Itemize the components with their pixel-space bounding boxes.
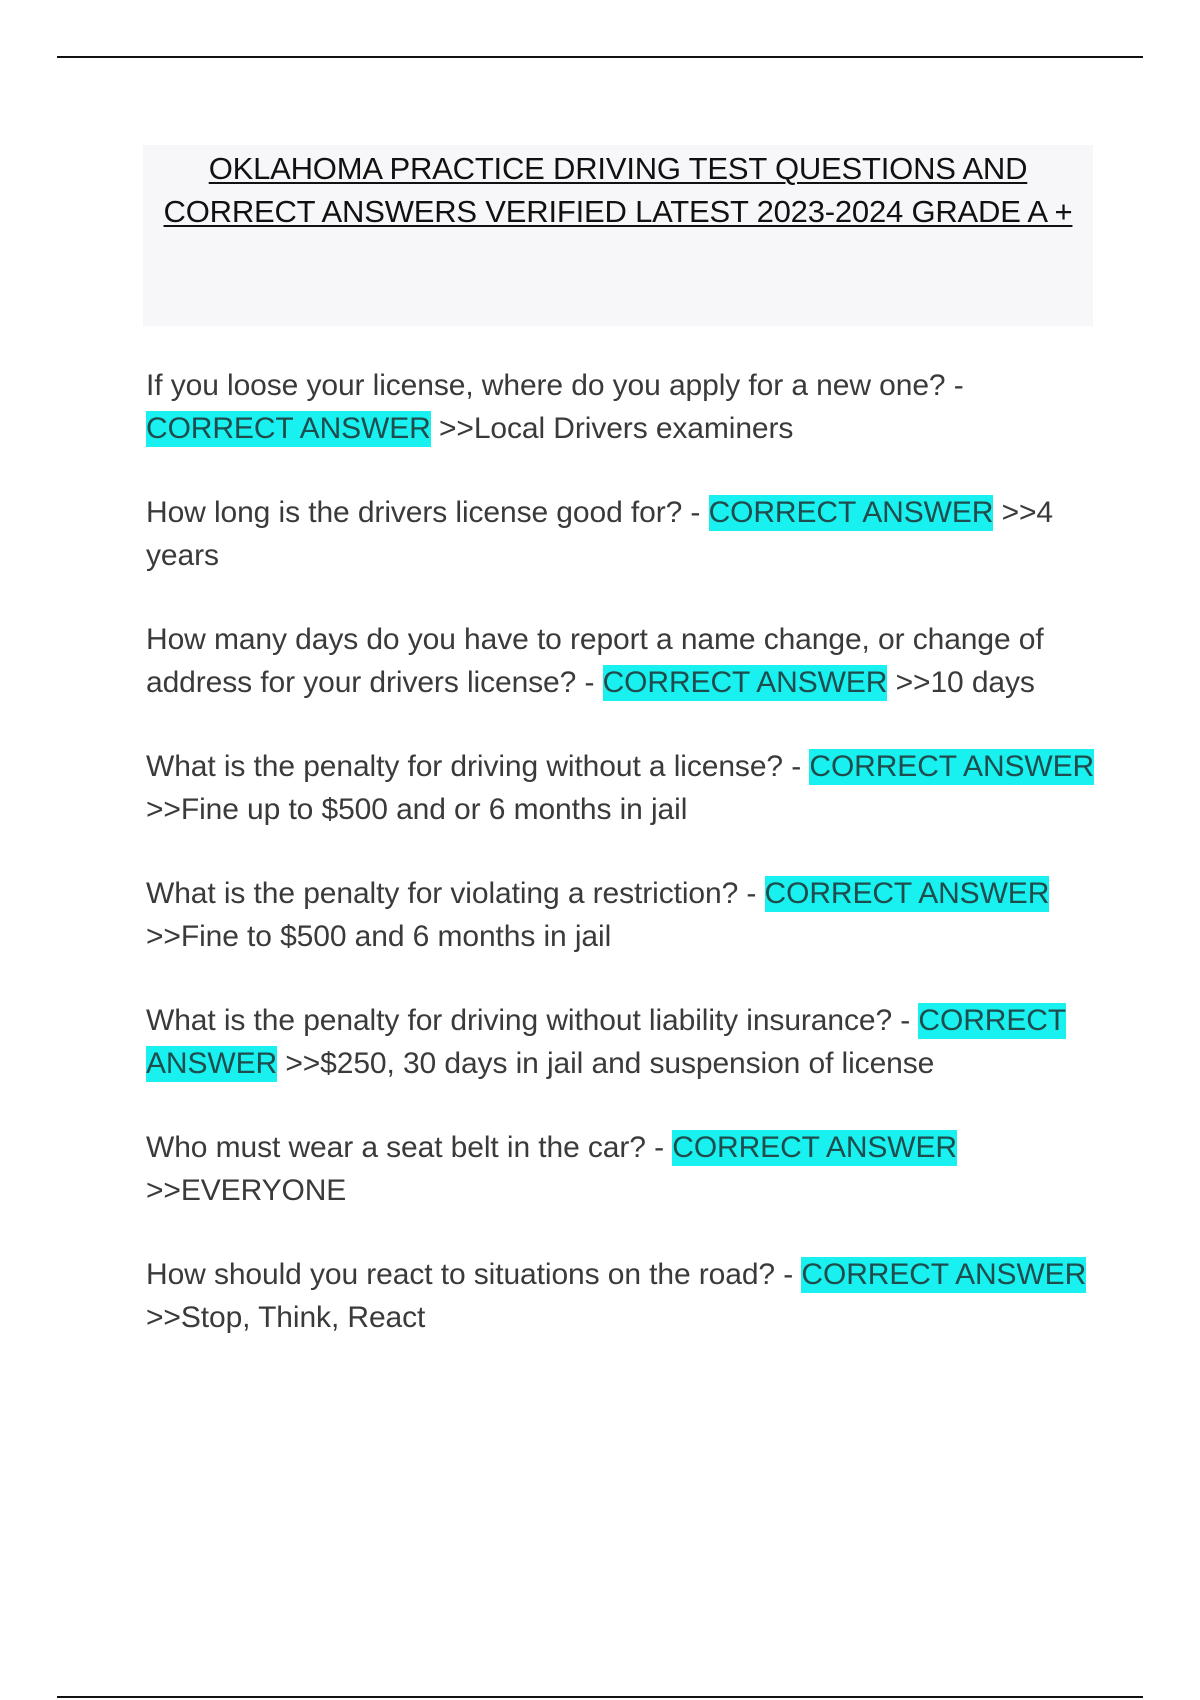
correct-answer-highlight: CORRECT ANSWER <box>672 1131 957 1164</box>
question-text: Who must wear a seat belt in the car? - <box>146 1131 664 1164</box>
document-title: OKLAHOMA PRACTICE DRIVING TEST QUESTIONS AND CORRECT ANSWERS VERIFIED LATEST 2023-2024 GRADE A + <box>163 151 1073 229</box>
qa-item <box>146 491 1096 577</box>
correct-answer-highlight: CORRECT ANSWER <box>764 877 1050 910</box>
answer-text: >>10 days <box>895 666 1035 699</box>
correct-answer-highlight: CORRECT ANSWER <box>708 496 994 529</box>
title-box <box>143 145 1093 326</box>
qa-item <box>146 618 1096 704</box>
qa-item <box>146 364 1096 450</box>
answer-text: >>Fine up to $500 and or 6 months in jail <box>146 793 688 826</box>
answer-text: >>Stop, Think, React <box>146 1301 426 1334</box>
question-text: What is the penalty for driving without a license? - <box>146 750 802 783</box>
top-rule <box>57 56 1143 58</box>
question-text: If you loose your license, where do you apply for a new one? - <box>146 369 964 402</box>
answer-text: >>4 years <box>146 496 1053 572</box>
correct-answer-highlight: CORRECT ANSWER <box>801 1258 1087 1291</box>
answer-text: >>Fine to $500 and 6 months in jail <box>146 920 612 953</box>
qa-item <box>146 999 1096 1085</box>
qa-list <box>146 364 1096 1380</box>
correct-answer-highlight: CORRECT ANSWER <box>146 1004 1067 1080</box>
answer-text: >>EVERYONE <box>146 1174 347 1207</box>
question-text: What is the penalty for violating a restriction? - <box>146 877 757 910</box>
qa-item <box>146 872 1096 958</box>
correct-answer-highlight: CORRECT ANSWER <box>602 666 888 699</box>
question-text: How long is the drivers license good for? - <box>146 496 701 529</box>
question-text: How many days do you have to report a name change, or change of address for your drivers license? - <box>146 623 1044 699</box>
question-text: How should you react to situations on the road? - <box>146 1258 794 1291</box>
question-text: What is the penalty for driving without liability insurance? - <box>146 1004 911 1037</box>
answer-text: >>Local Drivers examiners <box>439 412 794 445</box>
bottom-rule <box>57 1696 1143 1698</box>
qa-item <box>146 745 1096 831</box>
correct-answer-highlight: CORRECT ANSWER <box>146 412 431 445</box>
qa-item <box>146 1126 1096 1212</box>
qa-item <box>146 1253 1096 1339</box>
answer-text: >>$250, 30 days in jail and suspension of license <box>285 1047 935 1080</box>
correct-answer-highlight: CORRECT ANSWER <box>809 750 1095 783</box>
